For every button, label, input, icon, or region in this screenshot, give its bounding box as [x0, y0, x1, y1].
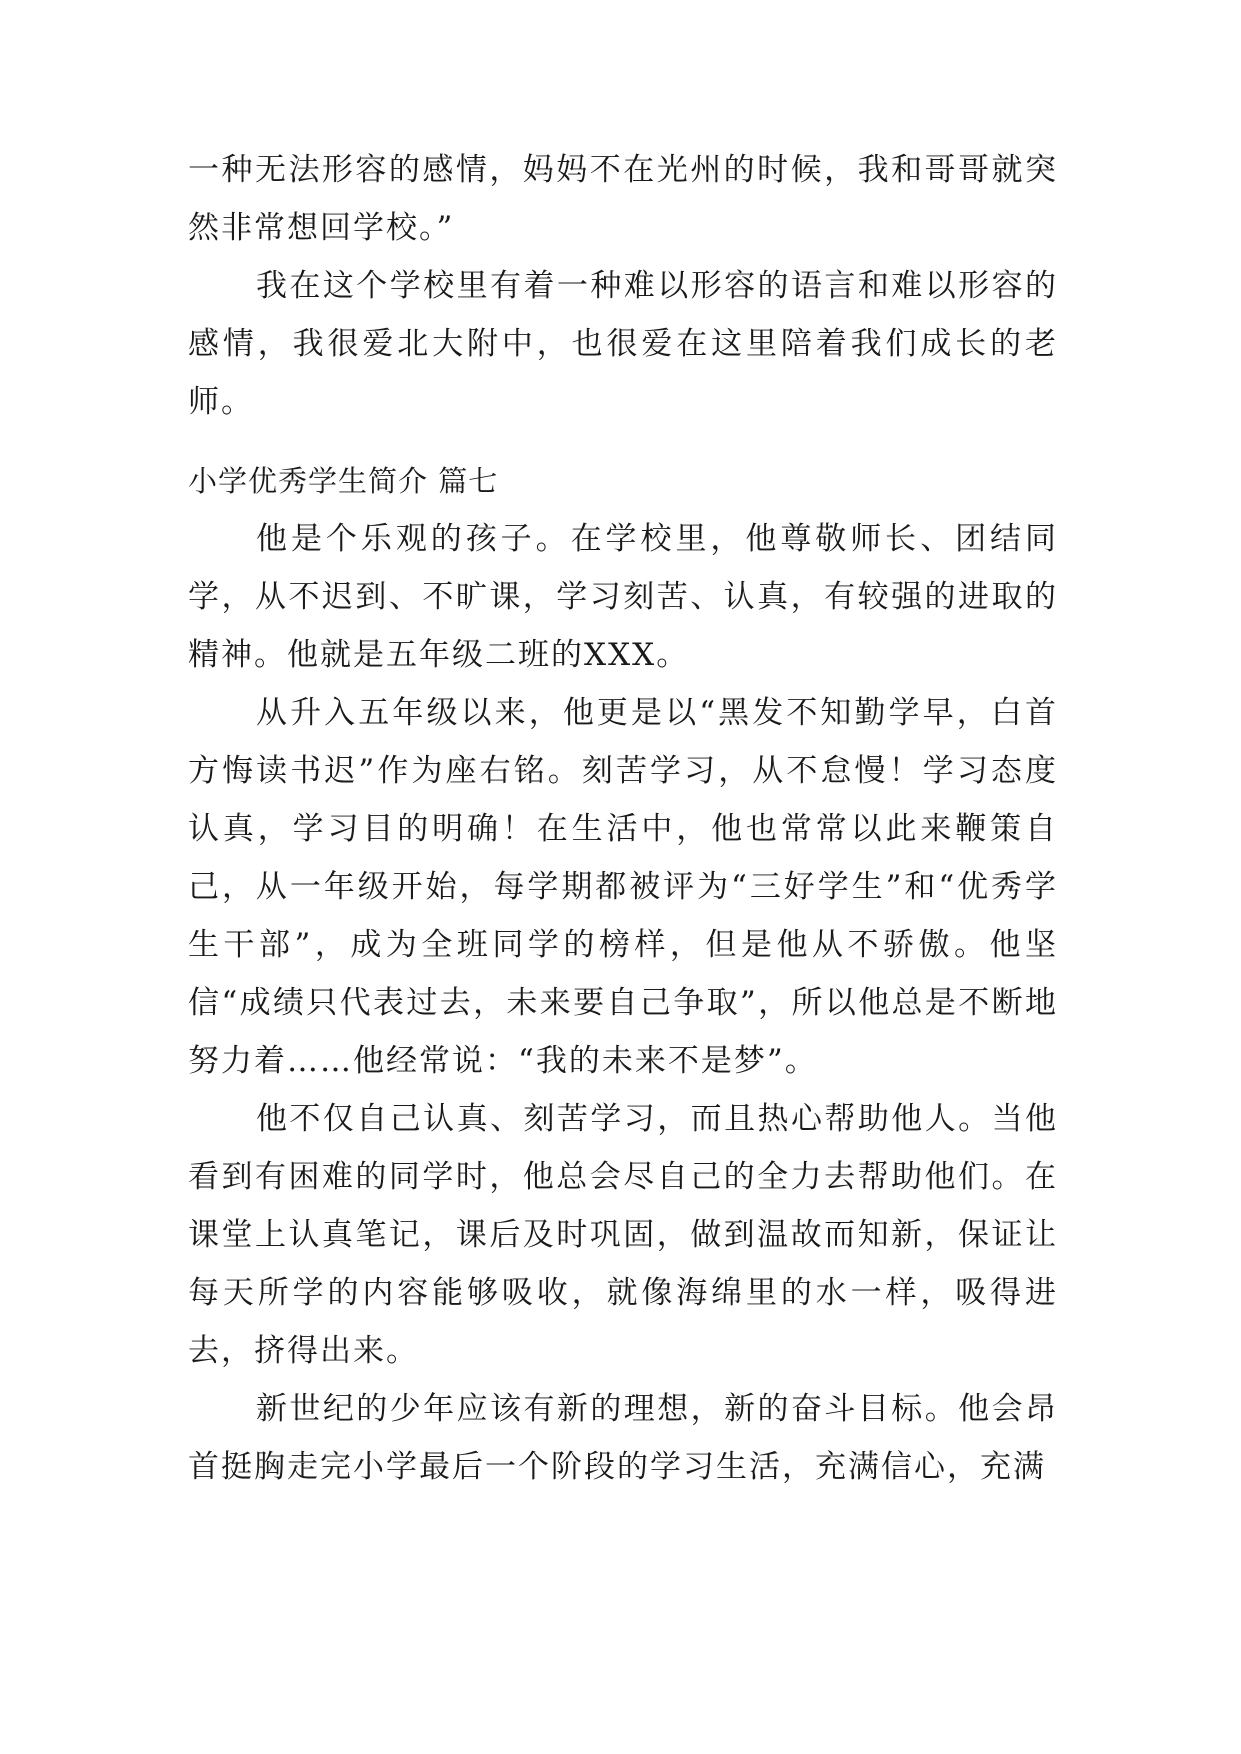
paragraph: 他不仅自己认真、刻苦学习，而且热心帮助他人。当他看到有困难的同学时，他总会尽自己的全力去帮助他们。在课堂上认真笔记，课后及时巩固，做到温故而知新，保证让每天所学的内容能够吸收，就像海绵里的水一样，吸得进去，挤得出来。	[188, 1101, 1058, 1369]
section-heading: 小学优秀学生简介 篇七	[188, 464, 499, 498]
paragraph: 新世纪的少年应该有新的理想，新的奋斗目标。他会昂首挺胸走完小学最后一个阶段的学习生活，充满信心，充满	[188, 1391, 1058, 1485]
paragraph: 我在这个学校里有着一种难以形容的语言和难以形容的感情，我很爱北大附中，也很爱在这里陪着我们成长的老师。	[188, 268, 1058, 420]
paragraph: 从升入五年级以来，他更是以“黑发不知勤学早，白首方悔读书迟”作为座右铭。刻苦学习，从不怠慢！学习态度认真，学习目的明确！在生活中，他也常常以此来鞭策自己，从一年级开始，每学期都被评为“三好学生”和“优秀学生干部”，成为全班同学的榜样，但是他从不骄傲。他坚信“成绩只代表过去，未来要自己争取”，所以他总是不断地努力着……他经常说：“我的未来不是梦”。	[188, 695, 1058, 1079]
paragraph-continued: 一种无法形容的感情，妈妈不在光州的时候，我和哥哥就突然非常想回学校。”	[188, 152, 1058, 246]
section-seven	[188, 452, 1058, 1496]
paragraph: 他是个乐观的孩子。在学校里，他尊敬师长、团结同学，从不迟到、不旷课，学习刻苦、认真，有较强的进取的精神。他就是五年级二班的XXX。	[188, 521, 1058, 673]
top-section	[188, 141, 1058, 431]
